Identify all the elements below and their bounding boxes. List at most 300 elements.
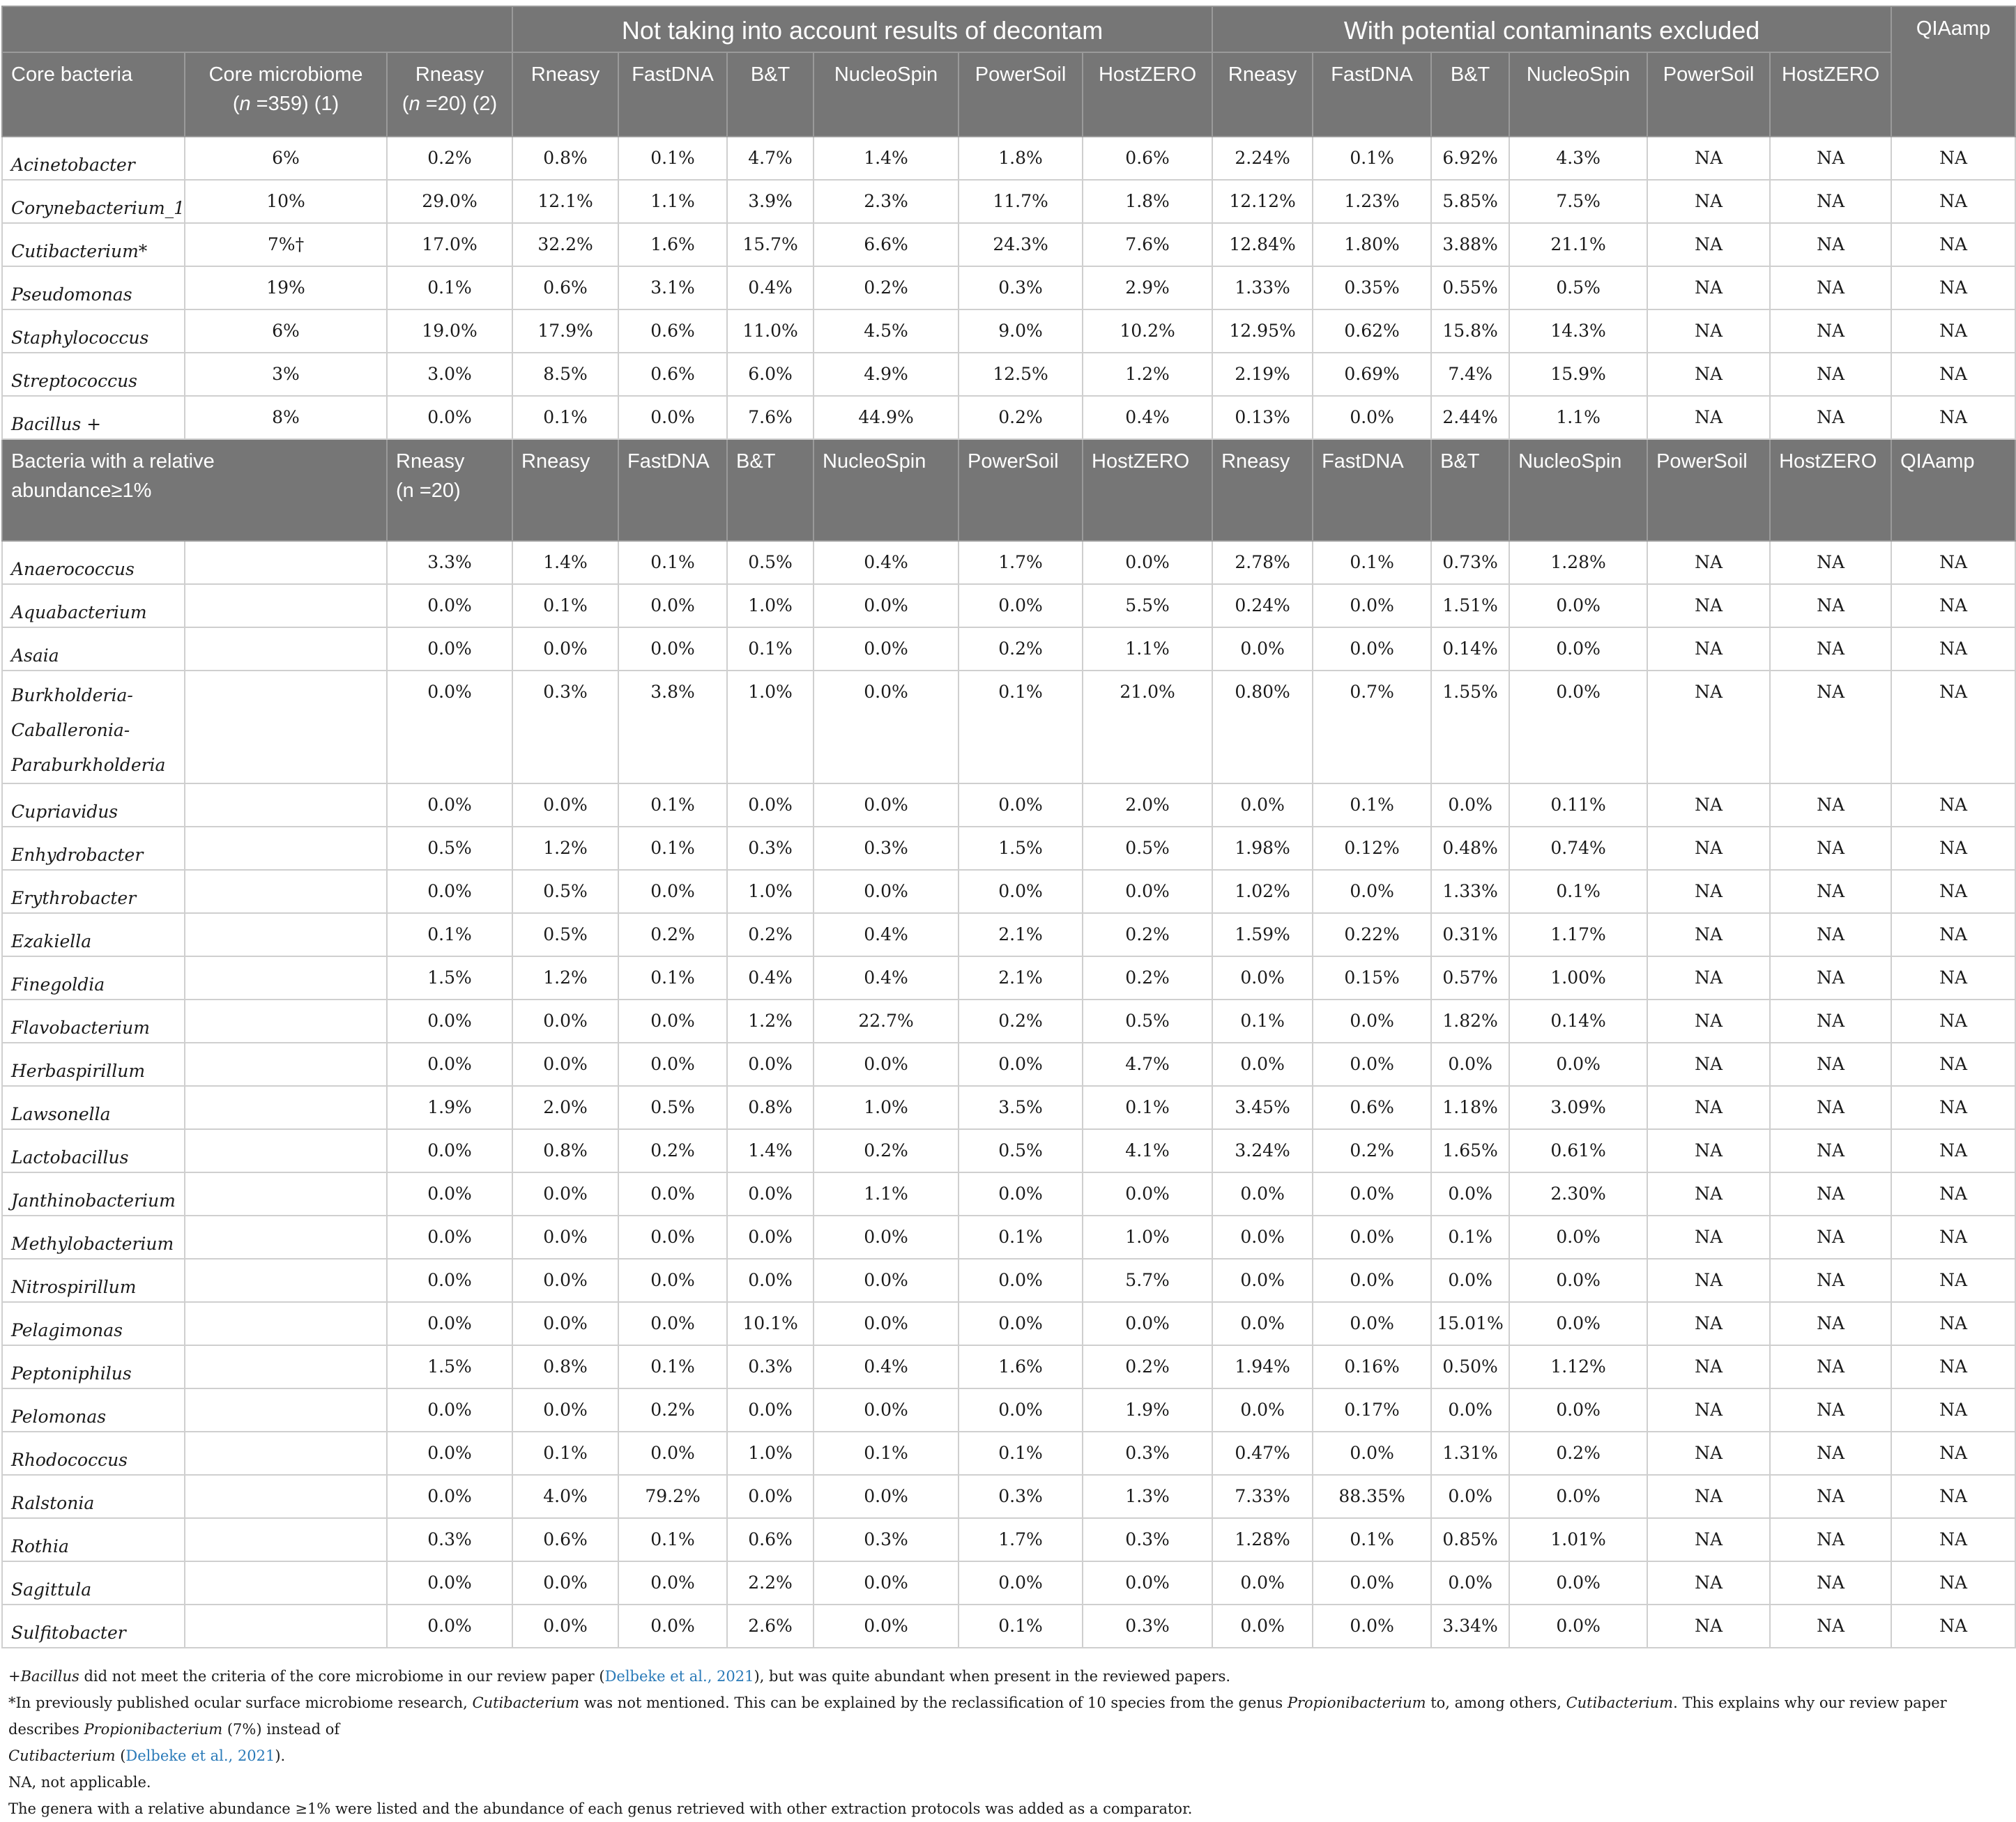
header-row-columns	[2, 52, 2015, 137]
table-row	[2, 137, 2015, 180]
table-row	[2, 1172, 2015, 1216]
table-cell: 0.0%	[814, 1259, 959, 1302]
table-cell: 0.0%	[1313, 870, 1431, 913]
table-cell: 0.0%	[387, 1388, 512, 1432]
table-cell: 0.14%	[1509, 1000, 1647, 1043]
table-cell: 0.6%	[1083, 137, 1212, 180]
table-cell: NA	[1770, 827, 1891, 870]
table-row	[2, 671, 2015, 783]
table-cell: 0.0%	[814, 1043, 959, 1086]
table-cell: 0.0%	[512, 1605, 618, 1648]
subheader-method-nucleospin-excluded: NucleoSpin	[1509, 439, 1647, 541]
genus-name: Pseudomonas	[2, 266, 185, 309]
table-cell: 0.6%	[1313, 1086, 1431, 1129]
table-cell: 0.3%	[387, 1518, 512, 1561]
table-cell: NA	[1891, 1043, 2015, 1086]
genus-name: Erythrobacter	[2, 870, 185, 913]
genus-name: Herbaspirillum	[2, 1043, 185, 1086]
table-cell: 0.0%	[1083, 541, 1212, 584]
table-cell: 1.51%	[1431, 584, 1509, 627]
table-cell: 0.1%	[1313, 541, 1431, 584]
table-cell: 1.65%	[1431, 1129, 1509, 1172]
table-cell: 0.0%	[959, 783, 1083, 827]
table-cell: NA	[1647, 1129, 1770, 1172]
table-cell: 1.1%	[814, 1172, 959, 1216]
table-cell: 0.0%	[1313, 1043, 1431, 1086]
genus-name: Ezakiella	[2, 913, 185, 956]
table-cell: 0.5%	[959, 1129, 1083, 1172]
table-cell	[185, 1259, 387, 1302]
table-cell	[185, 541, 387, 584]
table-cell: 0.1%	[1509, 870, 1647, 913]
citation-link[interactable]: Delbeke et al., 2021	[125, 1747, 275, 1764]
table-cell: NA	[1891, 956, 2015, 1000]
table-cell: 4.7%	[727, 137, 814, 180]
genus-name: Finegoldia	[2, 956, 185, 1000]
table-cell: 0.1%	[512, 584, 618, 627]
table-cell: 7.6%	[1083, 223, 1212, 266]
table-cell: NA	[1647, 266, 1770, 309]
table-cell	[185, 1388, 387, 1432]
table-cell: 1.18%	[1431, 1086, 1509, 1129]
table-cell: 10.1%	[727, 1302, 814, 1345]
table-cell: 88.35%	[1313, 1475, 1431, 1518]
genus-name: Acinetobacter	[2, 137, 185, 180]
table-cell: 0.0%	[1313, 1432, 1431, 1475]
table-cell: 1.80%	[1313, 223, 1431, 266]
table-cell: 0.0%	[1509, 1216, 1647, 1259]
table-cell: 0.2%	[618, 1388, 727, 1432]
table-cell: 0.57%	[1431, 956, 1509, 1000]
table-cell: NA	[1647, 913, 1770, 956]
genus-name: Cutibacterium*	[2, 223, 185, 266]
table-cell: NA	[1891, 627, 2015, 671]
table-cell: 0.0%	[387, 1216, 512, 1259]
table-cell: 0.0%	[1431, 1475, 1509, 1518]
table-cell: 19.0%	[387, 309, 512, 353]
table-cell: NA	[1647, 956, 1770, 1000]
table-cell: 0.0%	[1212, 1561, 1313, 1605]
table-cell: 7%†	[185, 223, 387, 266]
table-cell: 0.5%	[1083, 1000, 1212, 1043]
table-cell: 1.0%	[814, 1086, 959, 1129]
table-cell: 0.0%	[618, 1432, 727, 1475]
table-cell: 4.1%	[1083, 1129, 1212, 1172]
header-method-bt: B&T	[727, 52, 814, 137]
table-cell: NA	[1647, 827, 1770, 870]
header-method-hostzero: HostZERO	[1083, 52, 1212, 137]
abundant-header-section	[2, 439, 2015, 541]
table-cell: 0.1%	[959, 1605, 1083, 1648]
table-cell: 1.1%	[1083, 627, 1212, 671]
table-cell: 0.0%	[1431, 1561, 1509, 1605]
table-cell: NA	[1770, 1086, 1891, 1129]
table-cell	[185, 1518, 387, 1561]
subheader-method-nucleospin: NucleoSpin	[814, 439, 959, 541]
table-row	[2, 913, 2015, 956]
table-cell: 0.16%	[1313, 1345, 1431, 1388]
table-cell	[185, 783, 387, 827]
table-cell: NA	[1770, 1000, 1891, 1043]
table-cell: 1.01%	[1509, 1518, 1647, 1561]
footnote-bacillus: +Bacillus did not meet the criteria of the core microbiome in our review paper (Delbeke et al., 2021), but was quite abundant when present in the reviewed papers.	[8, 1668, 1231, 1685]
table-cell: 8.5%	[512, 353, 618, 396]
table-cell: 0.0%	[959, 1172, 1083, 1216]
table-cell: 0.5%	[618, 1086, 727, 1129]
subheader-row	[2, 439, 2015, 541]
table-cell: 0.0%	[1313, 1172, 1431, 1216]
table-cell: 0.3%	[1083, 1518, 1212, 1561]
table-cell: 1.2%	[512, 827, 618, 870]
table-cell: 0.0%	[1509, 1259, 1647, 1302]
table-cell: 15.01%	[1431, 1302, 1509, 1345]
table-cell: 0.0%	[512, 1172, 618, 1216]
footnote-abundance: The genera with a relative abundance ≥1% were listed and the abundance of each genus retrieved with other extraction protocols was added as a comparator.	[8, 1800, 1193, 1817]
table-cell: 0.6%	[618, 353, 727, 396]
genus-name: Pelomonas	[2, 1388, 185, 1432]
table-cell: 0.8%	[727, 1086, 814, 1129]
subheader-method-fastdna: FastDNA	[618, 439, 727, 541]
table-cell: 0.5%	[387, 827, 512, 870]
genus-name: Burkholderia- Caballeronia- Paraburkholderia	[2, 671, 185, 783]
table-cell: 0.0%	[387, 1000, 512, 1043]
table-cell: 0.1%	[618, 827, 727, 870]
table-cell: 7.4%	[1431, 353, 1509, 396]
table-cell: NA	[1891, 1129, 2015, 1172]
table-cell: 0.0%	[1212, 1043, 1313, 1086]
header-method-fastdna: FastDNA	[618, 52, 727, 137]
table-cell: NA	[1647, 1605, 1770, 1648]
table-cell: 0.0%	[512, 1302, 618, 1345]
table-row	[2, 956, 2015, 1000]
genus-name: Lactobacillus	[2, 1129, 185, 1172]
table-cell: NA	[1891, 223, 2015, 266]
table-cell: 0.0%	[1313, 1561, 1431, 1605]
table-cell: 0.0%	[387, 1129, 512, 1172]
table-row	[2, 1345, 2015, 1388]
table-cell: NA	[1770, 627, 1891, 671]
table-cell: NA	[1891, 1172, 2015, 1216]
table-cell: NA	[1891, 396, 2015, 439]
table-cell: NA	[1891, 827, 2015, 870]
table-cell: NA	[1770, 870, 1891, 913]
table-cell: 0.0%	[1083, 1561, 1212, 1605]
table-cell	[185, 913, 387, 956]
table-cell: NA	[1770, 396, 1891, 439]
table-cell: NA	[1770, 1259, 1891, 1302]
abundant-bacteria-section	[2, 541, 2015, 1648]
table-cell: 0.5%	[1083, 827, 1212, 870]
table-cell: 0.0%	[814, 584, 959, 627]
table-cell: 0.0%	[618, 1259, 727, 1302]
table-cell: 0.0%	[512, 627, 618, 671]
table-cell: NA	[1647, 1475, 1770, 1518]
table-cell: 12.12%	[1212, 180, 1313, 223]
table-cell: 0.0%	[512, 1561, 618, 1605]
table-cell: 0.2%	[1313, 1129, 1431, 1172]
table-row	[2, 1086, 2015, 1129]
table-row	[2, 627, 2015, 671]
table-cell: 6.6%	[814, 223, 959, 266]
table-cell: 7.6%	[727, 396, 814, 439]
table-row	[2, 266, 2015, 309]
table-cell	[185, 1216, 387, 1259]
table-cell: 0.0%	[727, 1475, 814, 1518]
subheader-method-rneasy: Rneasy	[512, 439, 618, 541]
table-cell: NA	[1647, 783, 1770, 827]
table-cell: 0.3%	[1083, 1432, 1212, 1475]
table-cell: 1.28%	[1212, 1518, 1313, 1561]
table-cell: NA	[1647, 180, 1770, 223]
table-cell	[185, 1475, 387, 1518]
table-cell: NA	[1770, 1345, 1891, 1388]
header-rneasy-reference: Rneasy (n =20) (2)	[387, 52, 512, 137]
header-row-groups	[2, 6, 2015, 52]
table-cell: 0.0%	[727, 1259, 814, 1302]
table-cell: 3.09%	[1509, 1086, 1647, 1129]
table-cell: 0.0%	[1431, 1043, 1509, 1086]
table-cell: 0.0%	[1509, 1605, 1647, 1648]
table-cell: 0.0%	[1509, 1388, 1647, 1432]
table-cell: NA	[1891, 783, 2015, 827]
table-cell: 0.0%	[959, 584, 1083, 627]
genus-name: Corynebacterium_1	[2, 180, 185, 223]
table-cell: 0.0%	[959, 1259, 1083, 1302]
table-cell: 0.48%	[1431, 827, 1509, 870]
table-cell: 0.0%	[618, 1302, 727, 1345]
table-cell: 19%	[185, 266, 387, 309]
table-cell: NA	[1891, 1345, 2015, 1388]
table-cell: 0.0%	[1431, 1172, 1509, 1216]
table-cell: 8%	[185, 396, 387, 439]
table-cell: 0.0%	[1313, 1259, 1431, 1302]
table-cell: 0.2%	[959, 396, 1083, 439]
table-cell: 12.1%	[512, 180, 618, 223]
table-cell: 0.3%	[512, 671, 618, 783]
table-cell: 1.0%	[727, 1432, 814, 1475]
table-cell: 0.0%	[814, 1388, 959, 1432]
table-cell: 1.94%	[1212, 1345, 1313, 1388]
table-row	[2, 1605, 2015, 1648]
table-cell: 0.0%	[1431, 1388, 1509, 1432]
table-cell: 0.2%	[727, 913, 814, 956]
table-cell: 0.2%	[814, 1129, 959, 1172]
table-cell: 0.5%	[1509, 266, 1647, 309]
table-cell: 1.9%	[1083, 1388, 1212, 1432]
core-bacteria-section	[2, 137, 2015, 439]
table-cell: NA	[1770, 223, 1891, 266]
table-cell: 1.6%	[959, 1345, 1083, 1388]
table-cell: 3.8%	[618, 671, 727, 783]
table-cell: 0.0%	[618, 870, 727, 913]
table-cell: 44.9%	[814, 396, 959, 439]
table-cell: NA	[1647, 1302, 1770, 1345]
table-cell: 0.0%	[387, 1302, 512, 1345]
table-cell: 0.0%	[814, 870, 959, 913]
table-cell: 12.84%	[1212, 223, 1313, 266]
table-cell: 0.0%	[1212, 1216, 1313, 1259]
table-cell: 17.9%	[512, 309, 618, 353]
table-cell: 0.0%	[387, 1259, 512, 1302]
table-cell: NA	[1891, 870, 2015, 913]
table-cell: 0.0%	[387, 671, 512, 783]
table-cell: 0.0%	[814, 1561, 959, 1605]
table-cell: 0.0%	[959, 1302, 1083, 1345]
table-cell: 0.4%	[1083, 396, 1212, 439]
table-cell: 0.0%	[1509, 1561, 1647, 1605]
genus-name: Staphylococcus	[2, 309, 185, 353]
table-cell: 0.1%	[1313, 137, 1431, 180]
table-cell: 0.0%	[1313, 584, 1431, 627]
table-cell: 3.5%	[959, 1086, 1083, 1129]
genus-name: Enhydrobacter	[2, 827, 185, 870]
table-cell: NA	[1891, 1605, 2015, 1648]
table-cell: 0.4%	[727, 956, 814, 1000]
table-cell: 1.4%	[512, 541, 618, 584]
table-cell: 0.0%	[387, 584, 512, 627]
table-cell: 1.02%	[1212, 870, 1313, 913]
table-cell: 2.24%	[1212, 137, 1313, 180]
subheader-method-hostzero-excluded: HostZERO	[1770, 439, 1891, 541]
table-cell: 0.1%	[1313, 783, 1431, 827]
citation-link[interactable]: Delbeke et al., 2021	[604, 1668, 754, 1685]
table-cell: 0.0%	[512, 1043, 618, 1086]
table-cell: 1.59%	[1212, 913, 1313, 956]
table-cell: 0.80%	[1212, 671, 1313, 783]
table-cell: 1.0%	[727, 870, 814, 913]
subheader-rneasy: Rneasy (n =20)	[387, 439, 512, 541]
genus-name: Anaerococcus	[2, 541, 185, 584]
table-row	[2, 827, 2015, 870]
table-cell: NA	[1770, 1388, 1891, 1432]
table-cell: 0.4%	[814, 541, 959, 584]
genus-name: Pelagimonas	[2, 1302, 185, 1345]
table-cell: NA	[1647, 627, 1770, 671]
table-row	[2, 309, 2015, 353]
table-cell: 0.1%	[1212, 1000, 1313, 1043]
table-cell: 79.2%	[618, 1475, 727, 1518]
footnote-na: NA, not applicable.	[8, 1774, 151, 1791]
table-cell: 0.0%	[1212, 1605, 1313, 1648]
table-row	[2, 396, 2015, 439]
subheader-method-fastdna-excluded: FastDNA	[1313, 439, 1431, 541]
table-cell: 0.1%	[512, 396, 618, 439]
table-cell: 0.0%	[727, 783, 814, 827]
table-cell: 0.3%	[727, 827, 814, 870]
table-cell: NA	[1770, 1302, 1891, 1345]
table-cell: 1.7%	[959, 1518, 1083, 1561]
table-cell: 0.0%	[1212, 627, 1313, 671]
table-cell: 0.0%	[1509, 1043, 1647, 1086]
table-cell	[185, 1561, 387, 1605]
header-method-nucleospin-excluded: NucleoSpin	[1509, 52, 1647, 137]
table-cell: 0.0%	[1313, 1302, 1431, 1345]
table-cell: NA	[1770, 1043, 1891, 1086]
table-cell: 0.2%	[814, 266, 959, 309]
table-cell: 0.2%	[1083, 1345, 1212, 1388]
table-cell: 0.47%	[1212, 1432, 1313, 1475]
table-row	[2, 541, 2015, 584]
table-cell	[185, 584, 387, 627]
table-cell: NA	[1770, 956, 1891, 1000]
table-cell: 1.98%	[1212, 827, 1313, 870]
table-cell: 0.73%	[1431, 541, 1509, 584]
table-row	[2, 1561, 2015, 1605]
table-cell: 0.1%	[618, 1518, 727, 1561]
table-cell: 0.2%	[1509, 1432, 1647, 1475]
table-cell: NA	[1770, 541, 1891, 584]
table-row	[2, 1043, 2015, 1086]
table-cell: 1.28%	[1509, 541, 1647, 584]
table-cell: 0.4%	[727, 266, 814, 309]
table-cell: 2.2%	[727, 1561, 814, 1605]
table-cell: 0.22%	[1313, 913, 1431, 956]
table-cell: 2.0%	[512, 1086, 618, 1129]
table-cell: NA	[1891, 1518, 2015, 1561]
table-cell: 0.0%	[618, 396, 727, 439]
table-cell: 0.1%	[387, 266, 512, 309]
table-cell: 4.7%	[1083, 1043, 1212, 1086]
table-cell: NA	[1647, 223, 1770, 266]
table-cell: 0.0%	[727, 1388, 814, 1432]
table-cell: 0.0%	[1212, 1259, 1313, 1302]
table-cell: 0.62%	[1313, 309, 1431, 353]
table-cell: 0.1%	[959, 1216, 1083, 1259]
table-cell: NA	[1891, 1259, 2015, 1302]
table-cell: NA	[1647, 1259, 1770, 1302]
table-cell: 1.0%	[1083, 1216, 1212, 1259]
table-cell: 1.7%	[959, 541, 1083, 584]
genus-name: Asaia	[2, 627, 185, 671]
table-cell: 1.2%	[1083, 353, 1212, 396]
table-cell: NA	[1647, 1518, 1770, 1561]
footnote-cutibacterium: *In previously published ocular surface microbiome research, Cutibacterium was not mentioned. This can be explained by the reclassification of 10 species from the genus Propionibacterium to, among others, Cutibacterium. This explains why our review paper describes Propionibacterium (7%) instead of Cutibacterium (Delbeke et al., 2021).	[8, 1694, 1947, 1764]
table-cell: 0.0%	[727, 1043, 814, 1086]
table-cell: 0.1%	[1083, 1086, 1212, 1129]
table-cell: 1.55%	[1431, 671, 1509, 783]
table-cell: 0.31%	[1431, 913, 1509, 956]
table-cell: NA	[1891, 1388, 2015, 1432]
table-cell: 1.23%	[1313, 180, 1431, 223]
table-cell: NA	[1647, 1432, 1770, 1475]
table-cell: 7.5%	[1509, 180, 1647, 223]
table-cell: 0.0%	[814, 1605, 959, 1648]
table-cell: 0.0%	[387, 1561, 512, 1605]
table-cell: 0.2%	[387, 137, 512, 180]
table-cell: 11.0%	[727, 309, 814, 353]
table-cell: 0.0%	[618, 1172, 727, 1216]
table-cell: NA	[1647, 584, 1770, 627]
table-cell: 0.5%	[512, 870, 618, 913]
table-cell: 0.0%	[959, 1043, 1083, 1086]
table-row	[2, 783, 2015, 827]
table-cell: NA	[1891, 541, 2015, 584]
table-cell: 3%	[185, 353, 387, 396]
table-cell: NA	[1647, 396, 1770, 439]
table-cell: 6%	[185, 137, 387, 180]
table-cell: 0.0%	[814, 671, 959, 783]
table-cell: 0.0%	[512, 783, 618, 827]
table-cell: 0.2%	[1083, 956, 1212, 1000]
table-cell: NA	[1647, 1388, 1770, 1432]
table-cell: 0.2%	[618, 1129, 727, 1172]
table-row	[2, 1518, 2015, 1561]
header-method-powersoil: PowerSoil	[959, 52, 1083, 137]
table-cell: 0.0%	[1212, 1172, 1313, 1216]
table-cell: 24.3%	[959, 223, 1083, 266]
genus-name: Ralstonia	[2, 1475, 185, 1518]
table-cell: 0.1%	[618, 1345, 727, 1388]
